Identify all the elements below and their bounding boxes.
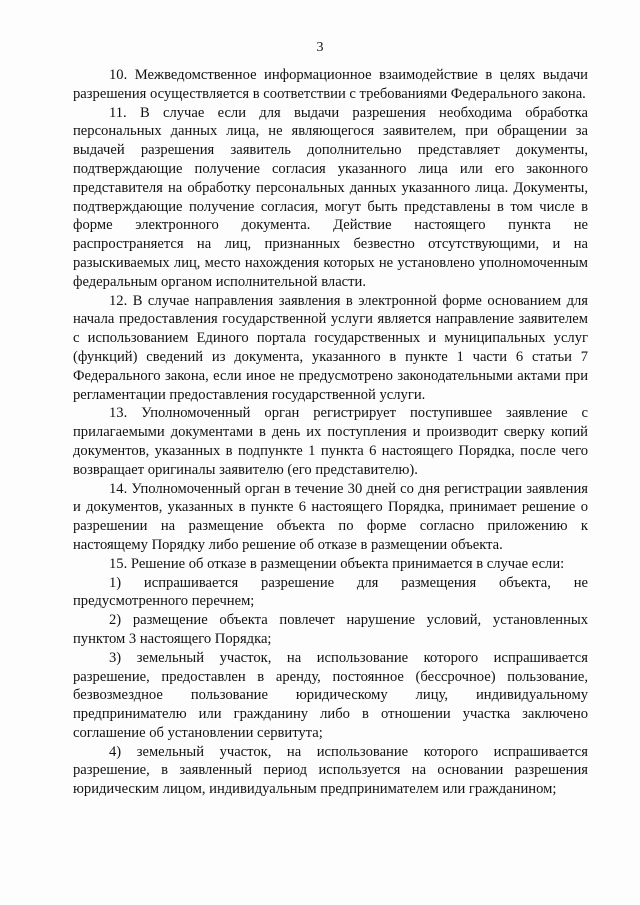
paragraph-10: 10. Межведомственное информационное взаимодействие в целях выдачи разрешения осуществляется в соответствии с требованиями Федерального закона. bbox=[73, 67, 588, 102]
list-item-1: 1) испрашивается разрешение для размещения объекта, не предусмотренного перечнем; bbox=[73, 574, 588, 610]
paragraph-12: 12. В случае направления заявления в электронной форме основанием для начала предоставления государственной услуги является направление заявителем с использованием Единого портала государственных и муниципальных услуг (функций) сведений из документа, указанного в пункте 1 части 6 статьи 7 Федерального закона, если иное не предусмотрено законодательными актами при регламентации предоставления государственной услуги. bbox=[73, 292, 588, 403]
page-number: 3 bbox=[316, 40, 324, 55]
list-item-2: 2) размещение объекта повлечет нарушение условий, установленных пунктом 3 настоящего Порядка; bbox=[73, 612, 588, 647]
document-body bbox=[73, 66, 588, 799]
list-item-4: 4) земельный участок, на использование которого испрашивается разрешение, в заявленный период используется на основании разрешения юридическим лицом, индивидуальным предпринимателем или гражданином; bbox=[73, 743, 588, 798]
paragraph-11: 11. В случае если для выдачи разрешения необходима обработка персональных данных лица, не являющегося заявителем, при обращении за выдачей разрешения заявитель дополнительно представляет документы, подтверждающие получение согласия указанного лица или его законного представителя на обработку персональных данных указанного лица. Документы, подтверждающие получение согласия, могут быть представлены в том числе в форме электронного документа. Действие настоящего пункта не распространяется на лиц, признанных безвестно отсутствующими, и на разыскиваемых лиц, место нахождения которых не установлено уполномоченным федеральным органом исполнительной власти. bbox=[73, 104, 588, 290]
paragraph-14: 14. Уполномоченный орган в течение 30 дней со дня регистрации заявления и документов, указанных в пункте 6 настоящего Порядка, принимает решение о разрешении на размещение объекта по форме согласно приложению к настоящему Порядку либо решение об отказе в размещении объекта. bbox=[73, 480, 588, 553]
list-item-3: 3) земельный участок, на использование которого испрашивается разрешение, предоставлен в аренду, постоянное (бессрочное) пользование, безвозмездное пользование юридическому лицу, индивидуальному предпринимателю или гражданину либо в отношении участка заключено соглашение об установлении сервитута; bbox=[73, 649, 588, 741]
paragraph-13: 13. Уполномоченный орган регистрирует поступившее заявление с прилагаемыми документами в день их поступления и производит сверку копий документов, указанных в подпункте 1 пункта 6 настоящего Порядка, после чего возвращает оригиналы заявителю (его представителю). bbox=[73, 405, 588, 478]
paragraph-15: 15. Решение об отказе в размещении объекта принимается в случае если: bbox=[109, 555, 565, 572]
